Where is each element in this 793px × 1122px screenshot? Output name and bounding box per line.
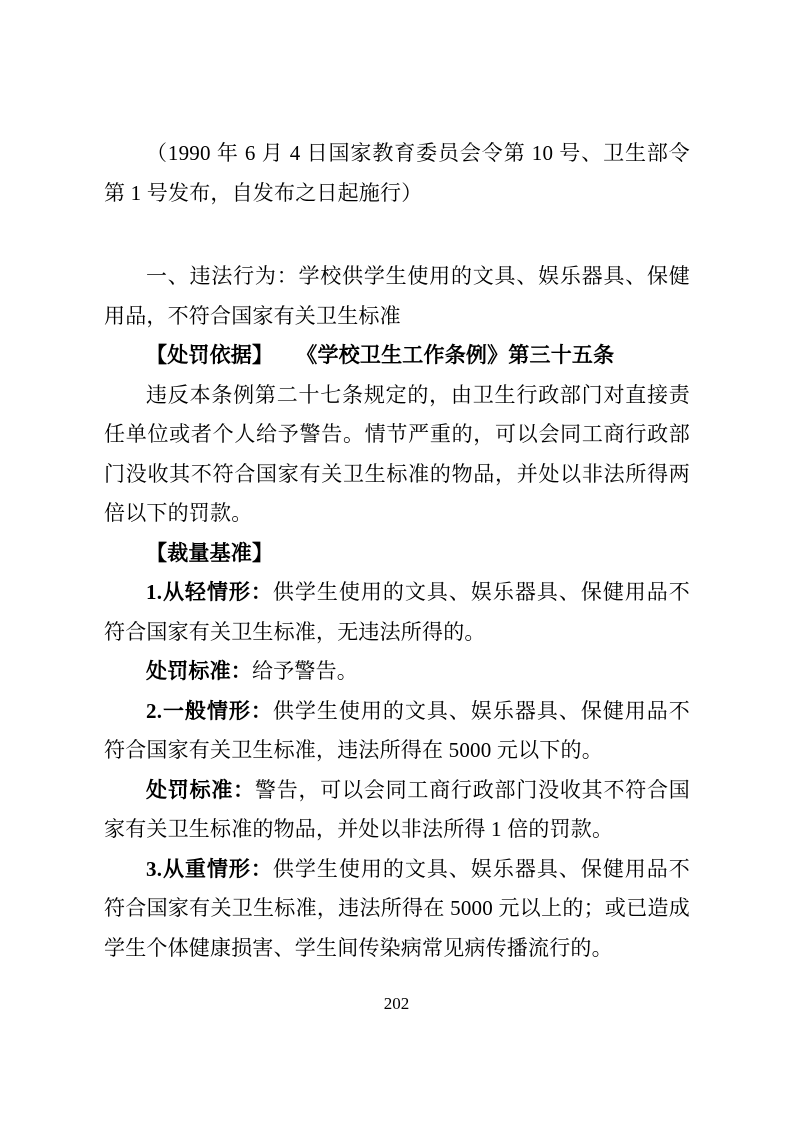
discretion-item-general-text: 供学生使用的文具、娱乐器具、保健用品不符合国家有关卫生标准，违法所得在 5000 元以下的。 [104, 698, 690, 762]
discretion-item-lenient-label: 1.从轻情形： [146, 580, 273, 604]
page-number: 202 [383, 994, 410, 1013]
penalty-basis-reference: 《学校卫生工作条例》第三十五条 [306, 343, 615, 367]
penalty-standard-1-text: 给予警告。 [252, 659, 358, 683]
discretion-item-general-label: 2.一般情形： [146, 698, 273, 723]
discretion-heading [104, 534, 690, 574]
penalty-standard-2 [104, 771, 690, 850]
discretion-item-lenient [104, 573, 690, 652]
penalty-basis-body: 违反本条例第二十七条规定的，由卫生行政部门对直接责任单位或者个人给予警告。情节严重的，可以会同工商行政部门没收其不符合国家有关卫生标准的物品，并处以非法所得两倍以下的罚款。 [104, 382, 690, 525]
discretion-item-lenient-text: 供学生使用的文具、娱乐器具、保健用品不符合国家有关卫生标准，无违法所得的。 [104, 580, 690, 644]
penalty-standard-2-label: 处罚标准： [146, 777, 255, 802]
issuance-note: （1990 年 6 月 4 日国家教育委员会令第 10 号、卫生部令第 1 号发布，自发布之日起施行） [104, 141, 690, 205]
penalty-standard-2-text: 警告，可以会同工商行政部门没收其不符合国家有关卫生标准的物品，并处以非法所得 1 倍的罚款。 [104, 777, 691, 841]
penalty-standard-1 [104, 652, 690, 692]
discretion-item-severe-text: 供学生使用的文具、娱乐器具、保健用品不符合国家有关卫生标准，违法所得在 5000 元以上的；或已造成学生个体健康损害、学生间传染病常见病传播流行的。 [104, 856, 690, 960]
discretion-item-severe [104, 850, 690, 969]
penalty-basis-label: 【处罚依据】 [146, 343, 274, 367]
penalty-basis-heading [104, 336, 690, 376]
penalty-standard-1-label: 处罚标准： [146, 659, 252, 683]
violation-item: 一、违法行为：学校供学生使用的文具、娱乐器具、保健用品，不符合国家有关卫生标准 [104, 264, 690, 328]
document-body [104, 134, 690, 968]
discretion-heading-label: 【裁量基准】 [146, 540, 274, 565]
discretion-item-severe-label: 3.从重情形： [146, 856, 273, 881]
discretion-item-general [104, 692, 690, 771]
